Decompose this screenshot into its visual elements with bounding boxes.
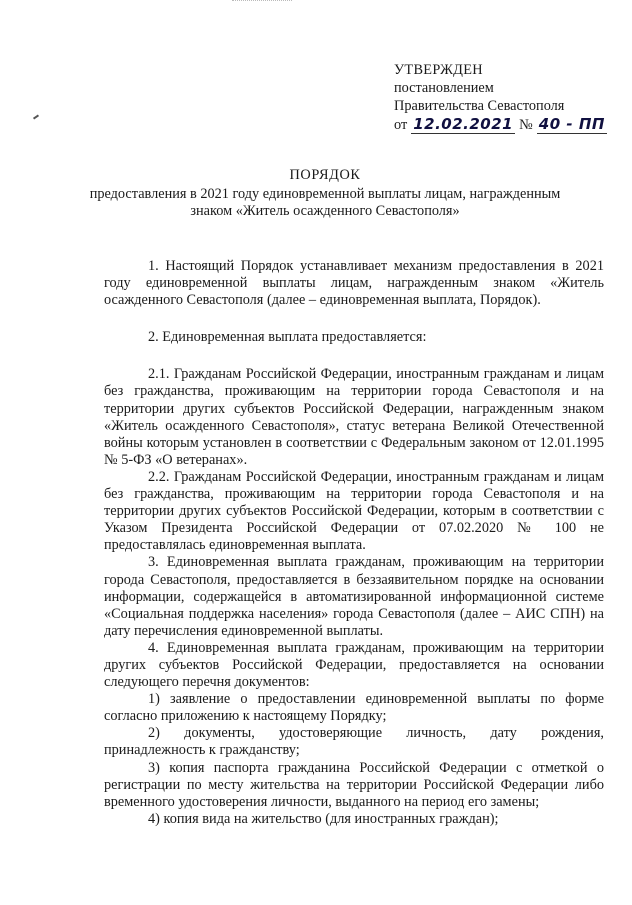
paragraph-1: 1. Настоящий Порядок устанавливает механизм предоставления в 2021 году единовременной выплаты лицам, награжденным знаком «Житель осажденного Севастополя (далее – единовременная выплата, Порядок). [104,258,604,309]
paragraph-2: 2. Единовременная выплата предоставляется: [148,329,427,346]
date-prefix: от [394,117,408,133]
margin-mark [33,114,39,119]
by-resolution-text: постановлением [394,80,494,96]
paragraph-3: 3. Единовременная выплата гражданам, проживающим на территории города Севастополя, предоставляется в беззаявительном порядке на основании информации, содержащейся в автоматизированной информационной системе «Социальная поддержка населения» города Севастополя (далее – АИС СПН) на дату перечисления единовременной выплаты. [104,554,604,639]
handwritten-date: 12.02.2021 [413,115,514,133]
approved-heading: УТВЕРЖДЕН [394,62,483,78]
number-prefix: № [519,117,533,133]
scan-artifact [232,0,292,5]
handwritten-number: 40 - ПП [538,115,605,133]
paragraph-2-2: 2.2. Гражданам Российской Федерации, иностранным гражданам и лицам без гражданства, проживающим на территории города Севастополя и на территории других субъектов Российской Федерации, которым в соответствии с Указом Президента Российской Федерации от 07.02.2020 № 100 не предоставлялась единовременная выплата. [104,468,604,554]
title-subtitle-line2: знаком «Житель осажденного Севастополя» [190,203,460,219]
paragraph-2-1: 2.1. Гражданам Российской Федерации, иностранным гражданам и лицам без гражданства, проживающим на территории города Севастополя и на территории других субъектов Российской Федерации, награжденным знаком «Житель осажденного Севастополя», статус ветерана Великой Отечественной войны которым установлен в соответствии с Федеральным законом от 12.01.1995 № 5-ФЗ «О ветеранах». [104,366,604,468]
title-subtitle-line1: предоставления в 2021 году единовременной выплаты лицам, награжденным [89,186,561,202]
list-item-1: 1) заявление о предоставлении единовременной выплаты по форме согласно приложению к настоящему Порядку; [104,691,604,725]
list-item-4: 4) копия вида на жительство (для иностранных граждан); [148,810,499,827]
approval-block [394,61,611,134]
document-title [60,167,590,220]
government-text: Правительства Севастополя [394,98,565,114]
title-main: ПОРЯДОК [289,167,361,183]
paragraph-4: 4. Единовременная выплата гражданам, проживающим на территории других субъектов Российской Федерации, предоставляется на основании следующего перечня документов: [104,639,604,691]
list-item-3: 3) копия паспорта гражданина Российской Федерации с отметкой о регистрации по месту жительства на территории Российской Федерации либо временного удостоверения личности, выданного на период его замены; [104,759,604,810]
date-number-line [394,115,611,134]
list-item-2: 2) документы, удостоверяющие личность, дату рождения, принадлежность к гражданству; [104,725,604,759]
document-body [104,258,604,828]
